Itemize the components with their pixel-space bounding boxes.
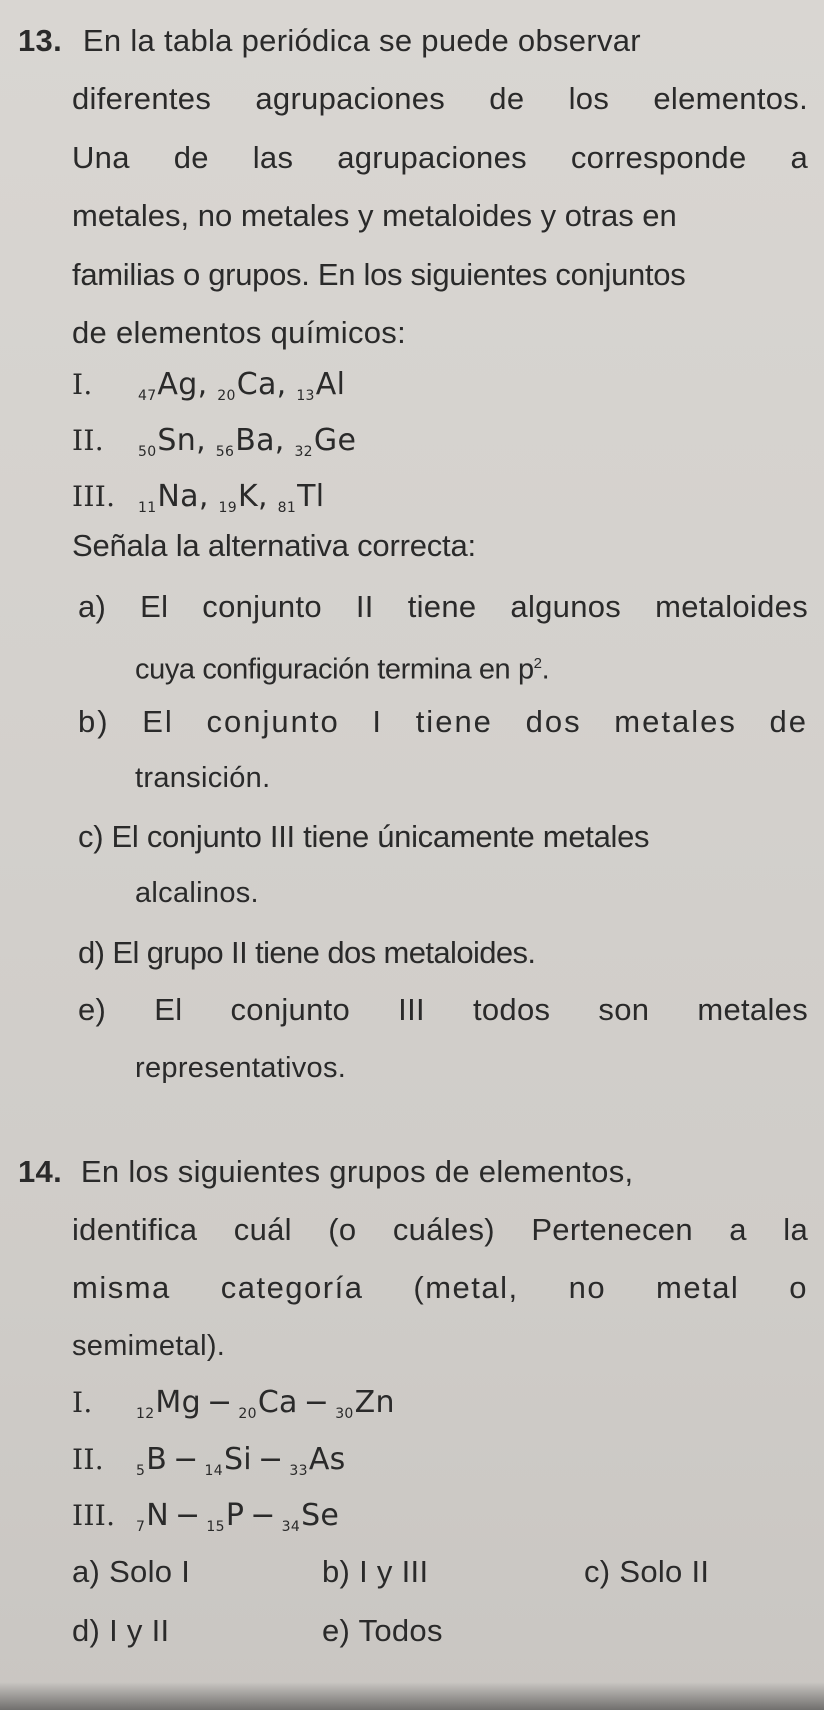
element-symbol: Ge [313,423,357,458]
q13-set-3: III. $_{11}$Na, $_{19}$K, $_{81}$Tl [72,479,325,516]
atomic-number: 11 [138,500,157,516]
element-symbol: Na [157,479,199,514]
element-symbol: Ca [236,367,277,402]
atomic-number: 15 [206,1519,225,1535]
q14-group-1: I. $_{12}$Mg − $_{20}$Ca − $_{30}$Zn [72,1385,395,1422]
option-a-text: cuya configuración termina en p [135,653,534,686]
atomic-number: 5 [136,1463,146,1479]
q14-line-4: semimetal). [72,1330,226,1362]
element-symbol: Si [223,1442,252,1477]
atomic-number: 47 [138,388,157,404]
q14-text-1: En los siguientes grupos de elementos, [80,1154,634,1189]
atomic-number: 13 [296,388,315,404]
q14-line-2: identifica cuál (o cuáles) Pertenecen a la [72,1212,808,1247]
q14-group-2: II. $_5$B − $_{14}$Si − $_{33}$As [72,1442,346,1479]
atomic-number: 34 [281,1519,301,1535]
q13-option-c-line-1: c) El conjunto III tiene únicamente metales [78,819,650,854]
q13-option-e-line-2: representativos. [135,1052,347,1084]
element-symbol: N [146,1498,169,1533]
atomic-number: 30 [335,1406,354,1422]
atomic-number: 7 [136,1519,146,1535]
element-symbol: Se [301,1498,340,1533]
element-symbol: Mg [155,1385,201,1420]
q13-line-6: de elementos químicos: [72,315,406,350]
q13-number: 13. [18,23,62,58]
element-symbol: As [308,1442,346,1477]
q14-number: 14. [18,1154,62,1189]
element-symbol: B [146,1442,168,1477]
q14-option-a: a) Solo I [72,1554,191,1589]
atomic-number: 50 [138,444,157,460]
element-symbol: Al [315,367,346,402]
q13-option-c-line-2: alcalinos. [135,877,259,909]
superscript: 2 [533,655,542,672]
q14-line-3: misma categoría (metal, no metal o [72,1270,808,1305]
q13-line-3: Una de las agrupaciones corresponde a [72,140,808,175]
q13-option-a-line-1: a) El conjunto II tiene algunos metaloides [78,589,808,624]
q13-set-1: I. $_{47}$Ag, $_{20}$Ca, $_{13}$Al [72,367,346,404]
set-label: III. [72,480,116,513]
atomic-number: 14 [204,1463,223,1479]
q13-option-e-line-1: e) El conjunto III todos son metales [78,992,808,1027]
q14-option-e: e) Todos [322,1613,443,1648]
q13-text-1: En la tabla periódica se puede observar [82,23,641,58]
atomic-number: 32 [294,444,313,460]
set-label: II. [72,424,104,457]
q13-line-1 [18,22,808,60]
atomic-number: 20 [217,388,236,404]
set-label: I. [72,368,93,401]
element-symbol: P [225,1498,245,1533]
group-label: I. [72,1386,93,1419]
atomic-number: 20 [238,1406,257,1422]
element-symbol: Ca [257,1385,298,1420]
option-a-period: . [541,653,550,686]
q13-prompt: Señala la alternativa correcta: [72,528,476,563]
q14-option-c: c) Solo II [584,1554,710,1589]
q13-line-2: diferentes agrupaciones de los elementos. [72,81,808,116]
page-edge-shadow [0,1682,824,1710]
q13-line-4: metales, no metales y metaloides y otras en [72,198,677,233]
q13-line-5: familias o grupos. En los siguientes conjuntos [72,257,686,292]
group-label: II. [72,1443,104,1476]
element-symbol: Ag [157,367,198,402]
q14-option-d: d) I y II [72,1613,170,1648]
element-symbol: Zn [354,1385,395,1420]
element-symbol: Sn [157,423,197,458]
group-label: III. [72,1499,116,1532]
element-symbol: Tl [297,479,325,514]
q14-line-1 [18,1153,808,1191]
element-symbol: Ba [235,423,275,458]
atomic-number: 33 [289,1463,308,1479]
q13-set-2: II. $_{50}$Sn, $_{56}$Ba, $_{32}$Ge [72,423,357,460]
q14-option-b: b) I y III [322,1554,429,1589]
atomic-number: 12 [136,1406,155,1422]
atomic-number: 19 [218,500,237,516]
q13-option-d: d) El grupo II tiene dos metaloides. [78,935,536,970]
q13-option-a-line-2 [135,645,549,689]
atomic-number: 56 [215,444,235,460]
q13-option-b-line-1: b) El conjunto I tiene dos metales de [78,704,808,739]
q14-group-3: III. $_7$N − $_{15}$P − $_{34}$Se [72,1498,340,1535]
atomic-number: 81 [277,500,297,516]
element-symbol: K [237,479,258,514]
q13-option-b-line-2: transición. [135,762,271,794]
